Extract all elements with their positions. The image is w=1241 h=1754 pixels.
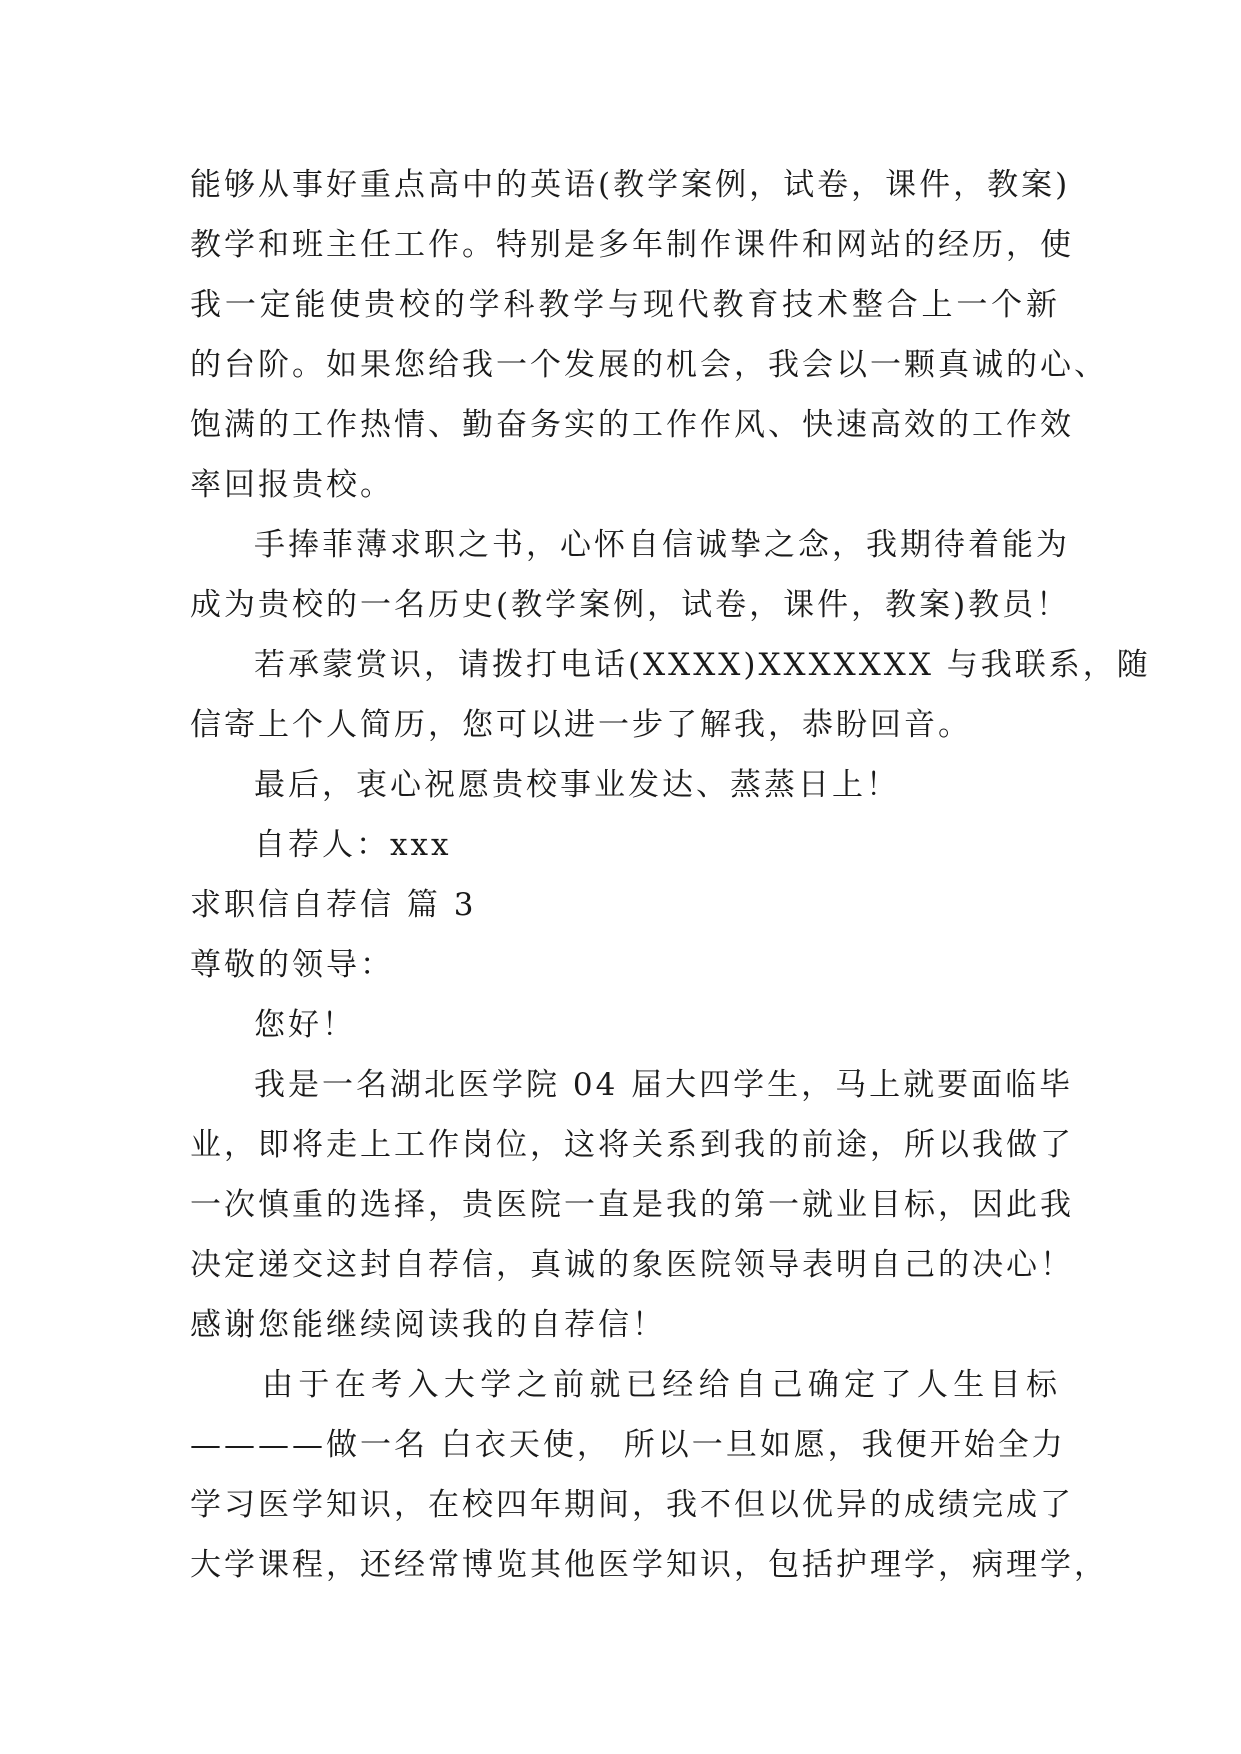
closing-wish: 最后，衷心祝愿贵校事业发达、蒸蒸日上！ bbox=[254, 767, 900, 803]
text-line: 决定递交这封自荐信，真诚的象医院领导表明自己的决心！ bbox=[190, 1247, 1074, 1283]
paragraph-first-line: 手捧菲薄求职之书，心怀自信诚挚之念，我期待着能为 bbox=[254, 527, 1070, 563]
paragraph-first-line: 我是一名湖北医学院 04 届大四学生，马上就要面临毕 bbox=[254, 1067, 1074, 1103]
text-line: 感谢您能继续阅读我的自荐信！ bbox=[190, 1307, 666, 1343]
paragraph-first-line: 若承蒙赏识，请拨打电话(XXXX)XXXXXXX 与我联系，随 bbox=[254, 647, 1151, 683]
text-line: 信寄上个人简历，您可以进一步了解我，恭盼回音。 bbox=[190, 707, 972, 743]
text-line: 能够从事好重点高中的英语(教学案例，试卷，课件，教案) bbox=[190, 167, 1071, 203]
text-line: 成为贵校的一名历史(教学案例，试卷，课件，教案)教员！ bbox=[190, 587, 1071, 623]
greeting: 您好！ bbox=[254, 1007, 356, 1043]
text-line: 率回报贵校。 bbox=[190, 467, 394, 503]
section-heading: 求职信自荐信 篇 3 bbox=[190, 887, 477, 923]
text-line: 饱满的工作热情、勤奋务实的工作作风、快速高效的工作效 bbox=[190, 407, 1074, 443]
salutation: 尊敬的领导： bbox=[190, 947, 394, 983]
text-line: 一次慎重的选择，贵医院一直是我的第一就业目标，因此我 bbox=[190, 1187, 1074, 1223]
text-line: 教学和班主任工作。特别是多年制作课件和网站的经历，使 bbox=[190, 227, 1074, 263]
paragraph-first-line: 由于在考入大学之前就已经给自己确定了人生目标 bbox=[262, 1367, 1060, 1403]
text-line: ————做一名 白衣天使， 所以一旦如愿，我便开始全力 bbox=[190, 1427, 1066, 1463]
text-line: 我一定能使贵校的学科教学与现代教育技术整合上一个新 bbox=[190, 287, 1060, 323]
text-line: 的台阶。如果您给我一个发展的机会，我会以一颗真诚的心、 bbox=[190, 347, 1108, 383]
text-line: 业，即将走上工作岗位，这将关系到我的前途，所以我做了 bbox=[190, 1127, 1074, 1163]
text-line: 大学课程，还经常博览其他医学知识，包括护理学，病理学， bbox=[190, 1547, 1108, 1583]
text-line: 学习医学知识，在校四年期间，我不但以优异的成绩完成了 bbox=[190, 1487, 1074, 1523]
signature-line: 自荐人：xxx bbox=[254, 827, 452, 863]
